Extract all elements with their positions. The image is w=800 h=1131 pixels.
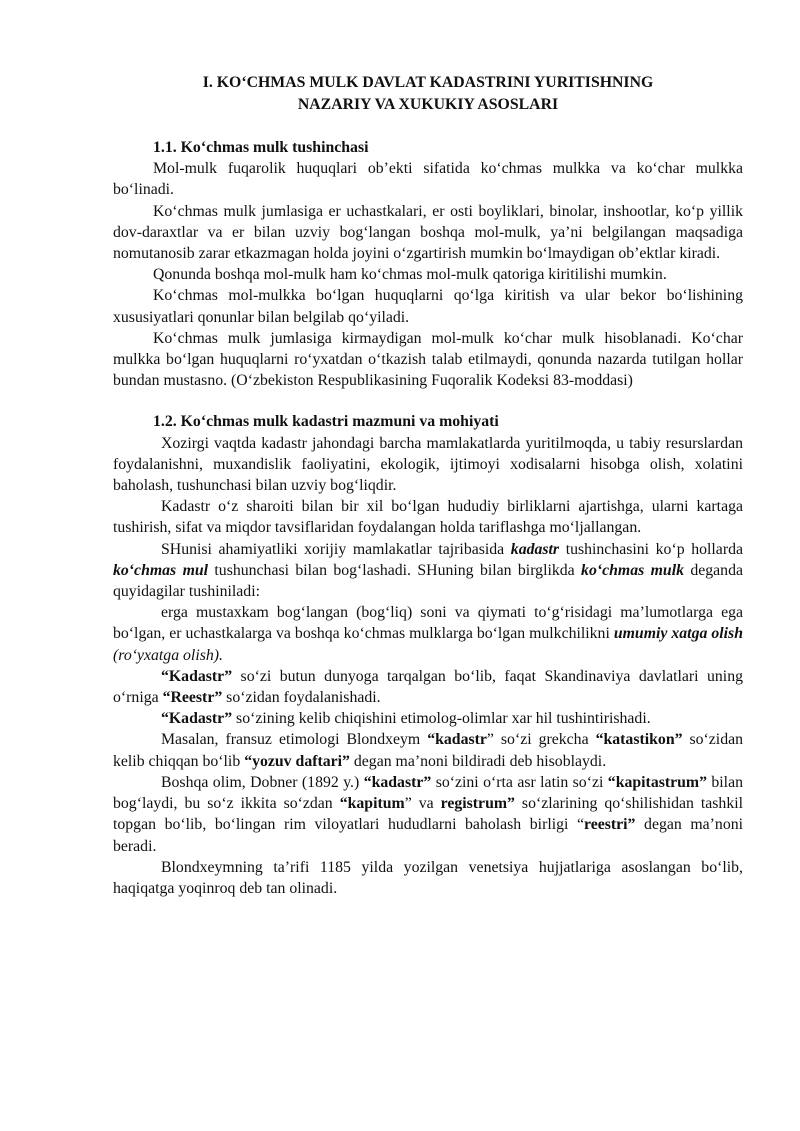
document-title [113,72,743,115]
text-run: so‘zlarining qo‘shilishidan tashkil topgan bo‘lib, bo‘lingan rim viloyatlari hududlarni baholash birligi “ [113,795,744,834]
text-run: Boshqa olim, Dobner (1892 y.) [161,773,364,791]
keyword-kapitum: “kapitum [339,795,405,813]
text-run: Masalan, fransuz etimologi Blondxeym [161,731,428,749]
document-page [113,72,743,899]
section-heading-1-1: 1.1. Ko‘chmas mulk tushinchasi [153,139,369,156]
text-run: degan ma’noni bildiradi deb hisoblaydi. [349,752,607,770]
paragraph: Kadastr o‘z sharoiti bilan bir xil bo‘lgan hududiy birliklarni ajartishga, ularni kartaga tushirish, sifat va miqdor tavsiflaridan foydalangan holda tariflashga mo‘ljallangan. [113,498,743,537]
text-run: so‘zini o‘rta asr latin so‘zi [431,773,608,791]
keyword-kochmas-mul: ko‘chmas mul [113,561,209,579]
paragraph: Xozirgi vaqtda kadastr jahondagi barcha mamlakatlarda yuritilmoqda, u tabiy resurslardan foydalanishni, muxandislik faoliyatini, ekologik, ijtimoyi xodisalarni hisobga olish, xolatini baholash, tushunchasi bilan uzviy bog‘liqdir. [113,434,743,495]
title-line-2: NAZARIY VA XUKUKIY ASOSLARI [297,95,559,113]
text-run: ” so‘zi grekcha [486,731,596,749]
keyword-yozuv-daftari: “yozuv daftari” [244,752,350,770]
paragraph [113,602,743,666]
paragraph: Mol-mulk fuqarolik huquqlari ob’ekti sifatida ko‘chmas mulkka va ko‘char mulkka bo‘linadi. [113,160,743,199]
text-run: tushunchasi bilan bog‘lashadi. SHuning bilan birglikda [208,561,582,579]
paragraph: Ko‘chmas mulk jumlasiga er uchastkalari, er osti boyliklari, binolar, inshootlar, ko‘p yillik dov-daraxtlar va er bilan uzviy bog‘langan boshqa mol-mulk, ya’ni belgilangan maqsadiga nomutanosib zarar etkazmagan holda joyini o‘zgartirish mumkin bo‘lmaydigan ob’ektlar kiradi. [113,202,743,263]
text-run: tushinchasini ko‘p hollarda [559,540,743,558]
keyword-kapitastrum: “kapitastrum” [607,773,707,791]
text-run: (ro‘yxatga olish). [113,646,223,664]
keyword-reestri: reestri” [584,816,636,834]
keyword-kadastr: “kadastr” [363,773,432,791]
text-run: erga mustaxkam bog‘langan (bog‘liq) soni va qiymati to‘g‘risidagi ma’lumotlarga ega bo‘lgan, er uchastkalarga va boshqa ko‘chmas mulklarga bo‘lgan mulkchilikni [113,604,743,643]
keyword-umumiy-xatga-olish: umumiy xatga olish [613,625,743,643]
paragraph [113,708,743,729]
keyword-kochmas-mulk: ko‘chmas mulk [581,561,684,579]
text-run: so‘zi butun dunyoga tarqalgan bo‘lib, faqat Skandinaviya davlatlari uning o‘rniga [113,667,743,707]
text-run: bilan bog‘laydi, bu so‘z ikkita so‘zdan [113,773,743,813]
title-line-1: I. KO‘CHMAS MULK DAVLAT KADASTRINI YURITISHNING [202,74,654,91]
keyword-registrum: registrum” [440,795,515,813]
paragraph: Ko‘chmas mulk jumlasiga kirmaydigan mol-mulk ko‘char mulk hisoblanadi. Ko‘char mulkka bo‘lgan huquqlarni ro‘yxatdan o‘tkazish talab etilmaydi, qonunda nazarda tutilgan hollar bundan mustasno. (O‘zbekiston Respublikasining Fuqoralik Kodeksi 83-moddasi) [113,329,743,390]
paragraph [113,666,743,708]
paragraph [113,729,743,771]
keyword-reestr: “Reestr” [162,689,223,707]
text-run: deganda quyidagilar tushiniladi: [113,561,743,601]
keyword-kadastr: kadastr [510,540,560,558]
text-run: degan ma’noni beradi. [113,816,744,855]
paragraph: Qonunda boshqa mol-mulk ham ko‘chmas mol-mulk qatoriga kiritilishi mumkin. [153,266,667,284]
text-run: ” va [404,795,441,813]
paragraph [113,772,743,857]
keyword-kadastr: “kadastr [427,731,487,749]
paragraph: Ko‘chmas mol-mulkka bo‘lgan huquqlarni qo‘lga kiritish va ular bekor bo‘lishining xususiyatlari qonunlar bilan belgilab qo‘yiladi. [113,287,743,326]
section-heading-1-2: 1.2. Ko‘chmas mulk kadastri mazmuni va mohiyati [153,413,499,431]
keyword-kadastr: “Kadastr” [161,667,233,685]
text-run: so‘zining kelib chiqishini etimolog-olimlar xar hil tushintirishadi. [232,710,651,728]
text-run: so‘zidan kelib chiqqan bo‘lib [113,731,744,770]
paragraph: Blondxeymning ta’rifi 1185 yilda yozilgan venetsiya hujjatlariga asoslangan bo‘lib, haqiqatga yoqinroq deb tan olinadi. [113,858,743,897]
keyword-katastikon: “katastikon” [595,731,683,749]
paragraph [113,539,743,603]
keyword-kadastr: “Kadastr” [161,710,233,728]
text-run: SHunisi ahamiyatliki xorijiy mamlakatlar tajribasida [161,540,511,558]
text-run: so‘zidan foydalanishadi. [222,689,381,707]
